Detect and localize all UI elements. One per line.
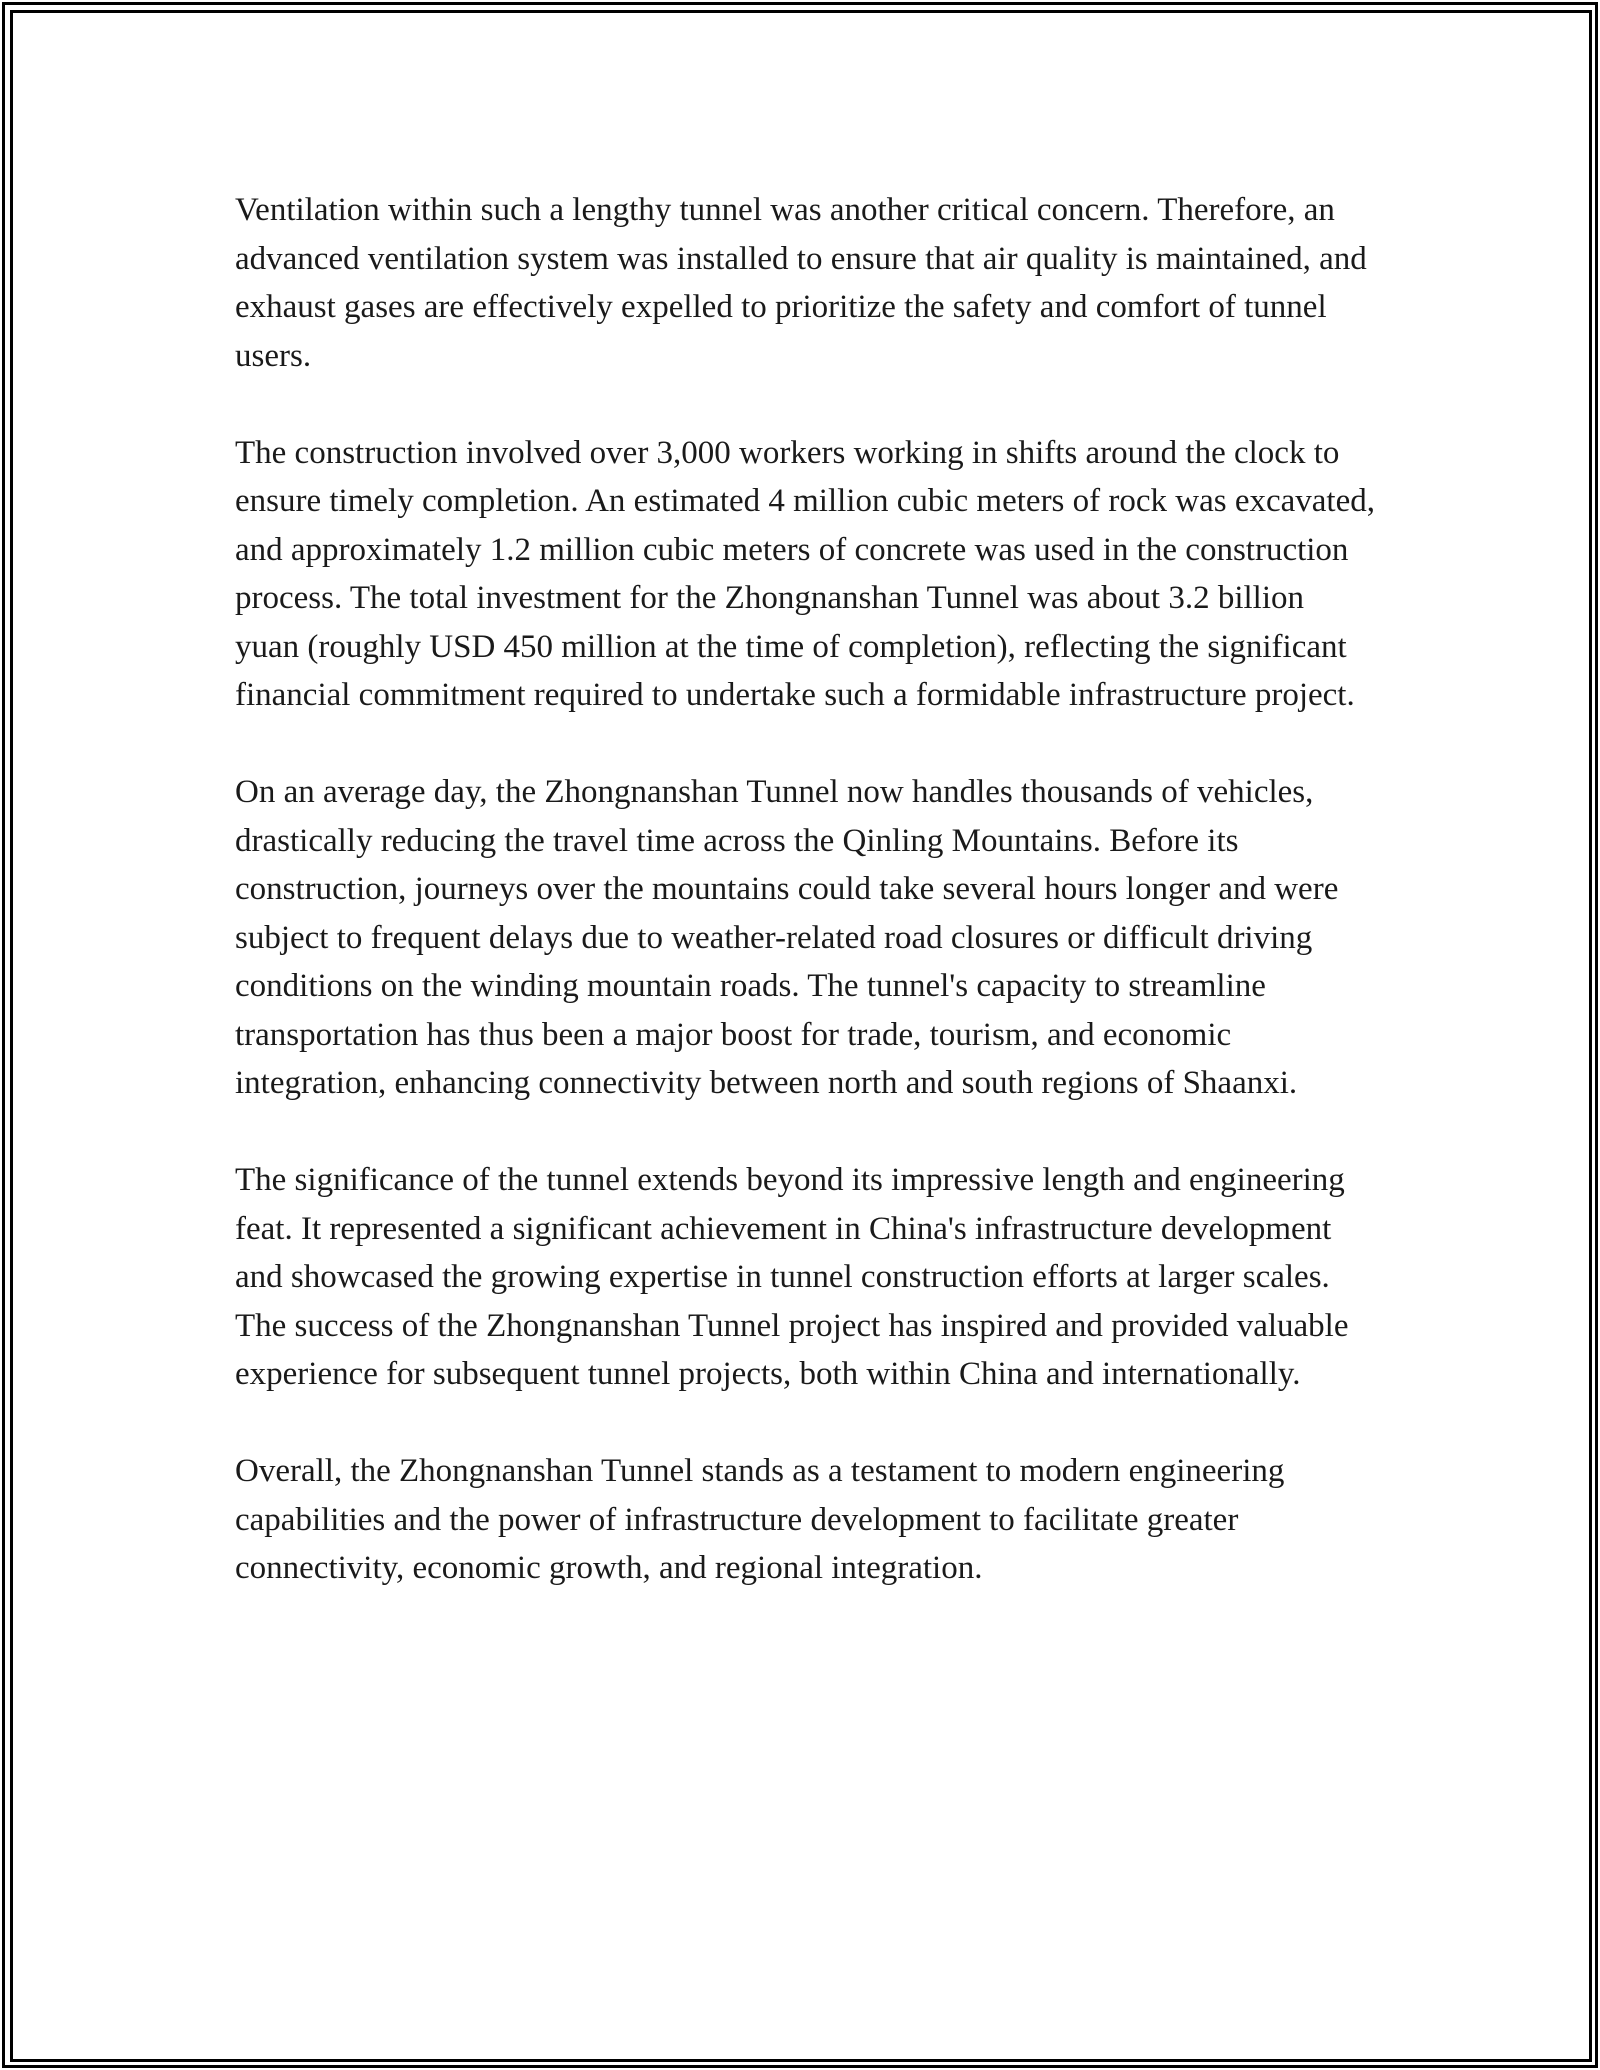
paragraph-ventilation: Ventilation within such a lengthy tunnel was another critical concern. Therefore, an advanced ventilation system was installed to ensure that air quality is maintained, and exhaust gases are effectively expelled to prioritize the safety and comfort of tunnel users. (235, 192, 1367, 374)
paragraph-conclusion: Overall, the Zhongnanshan Tunnel stands as a testament to modern engineering capabilities and the power of infrastructure development to facilitate greater connectivity, economic growth, and regional integration. (235, 1453, 1285, 1586)
document-body (235, 186, 1375, 1641)
paragraph-traffic: On an average day, the Zhongnanshan Tunnel now handles thousands of vehicles, drastically reducing the travel time across the Qinling Mountains. Before its construction, journeys over the mountains could take several hours longer and were subject to frequent delays due to weather-related road closures or difficult driving conditions on the winding mountain roads. The tunnel's capacity to streamline transportation has thus been a major boost for trade, tourism, and economic integration, enhancing connectivity between north and south regions of Shaanxi. (235, 774, 1339, 1101)
paragraph-construction: The construction involved over 3,000 workers working in shifts around the clock to ensure timely completion. An estimated 4 million cubic meters of rock was excavated, and approximately 1.2 million cubic meters of concrete was used in the construction process. The total investment for the Zhongnanshan Tunnel was about 3.2 billion yuan (roughly USD 450 million at the time of completion), reflecting the significant financial commitment required to undertake such a formidable infrastructure project. (235, 434, 1375, 713)
paragraph-significance: The significance of the tunnel extends beyond its impressive length and engineering feat. It represented a significant achievement in China's infrastructure development and showcased the growing expertise in tunnel construction efforts at larger scales. The success of the Zhongnanshan Tunnel project has inspired and provided valuable experience for subsequent tunnel projects, both within China and internationally. (235, 1162, 1349, 1392)
